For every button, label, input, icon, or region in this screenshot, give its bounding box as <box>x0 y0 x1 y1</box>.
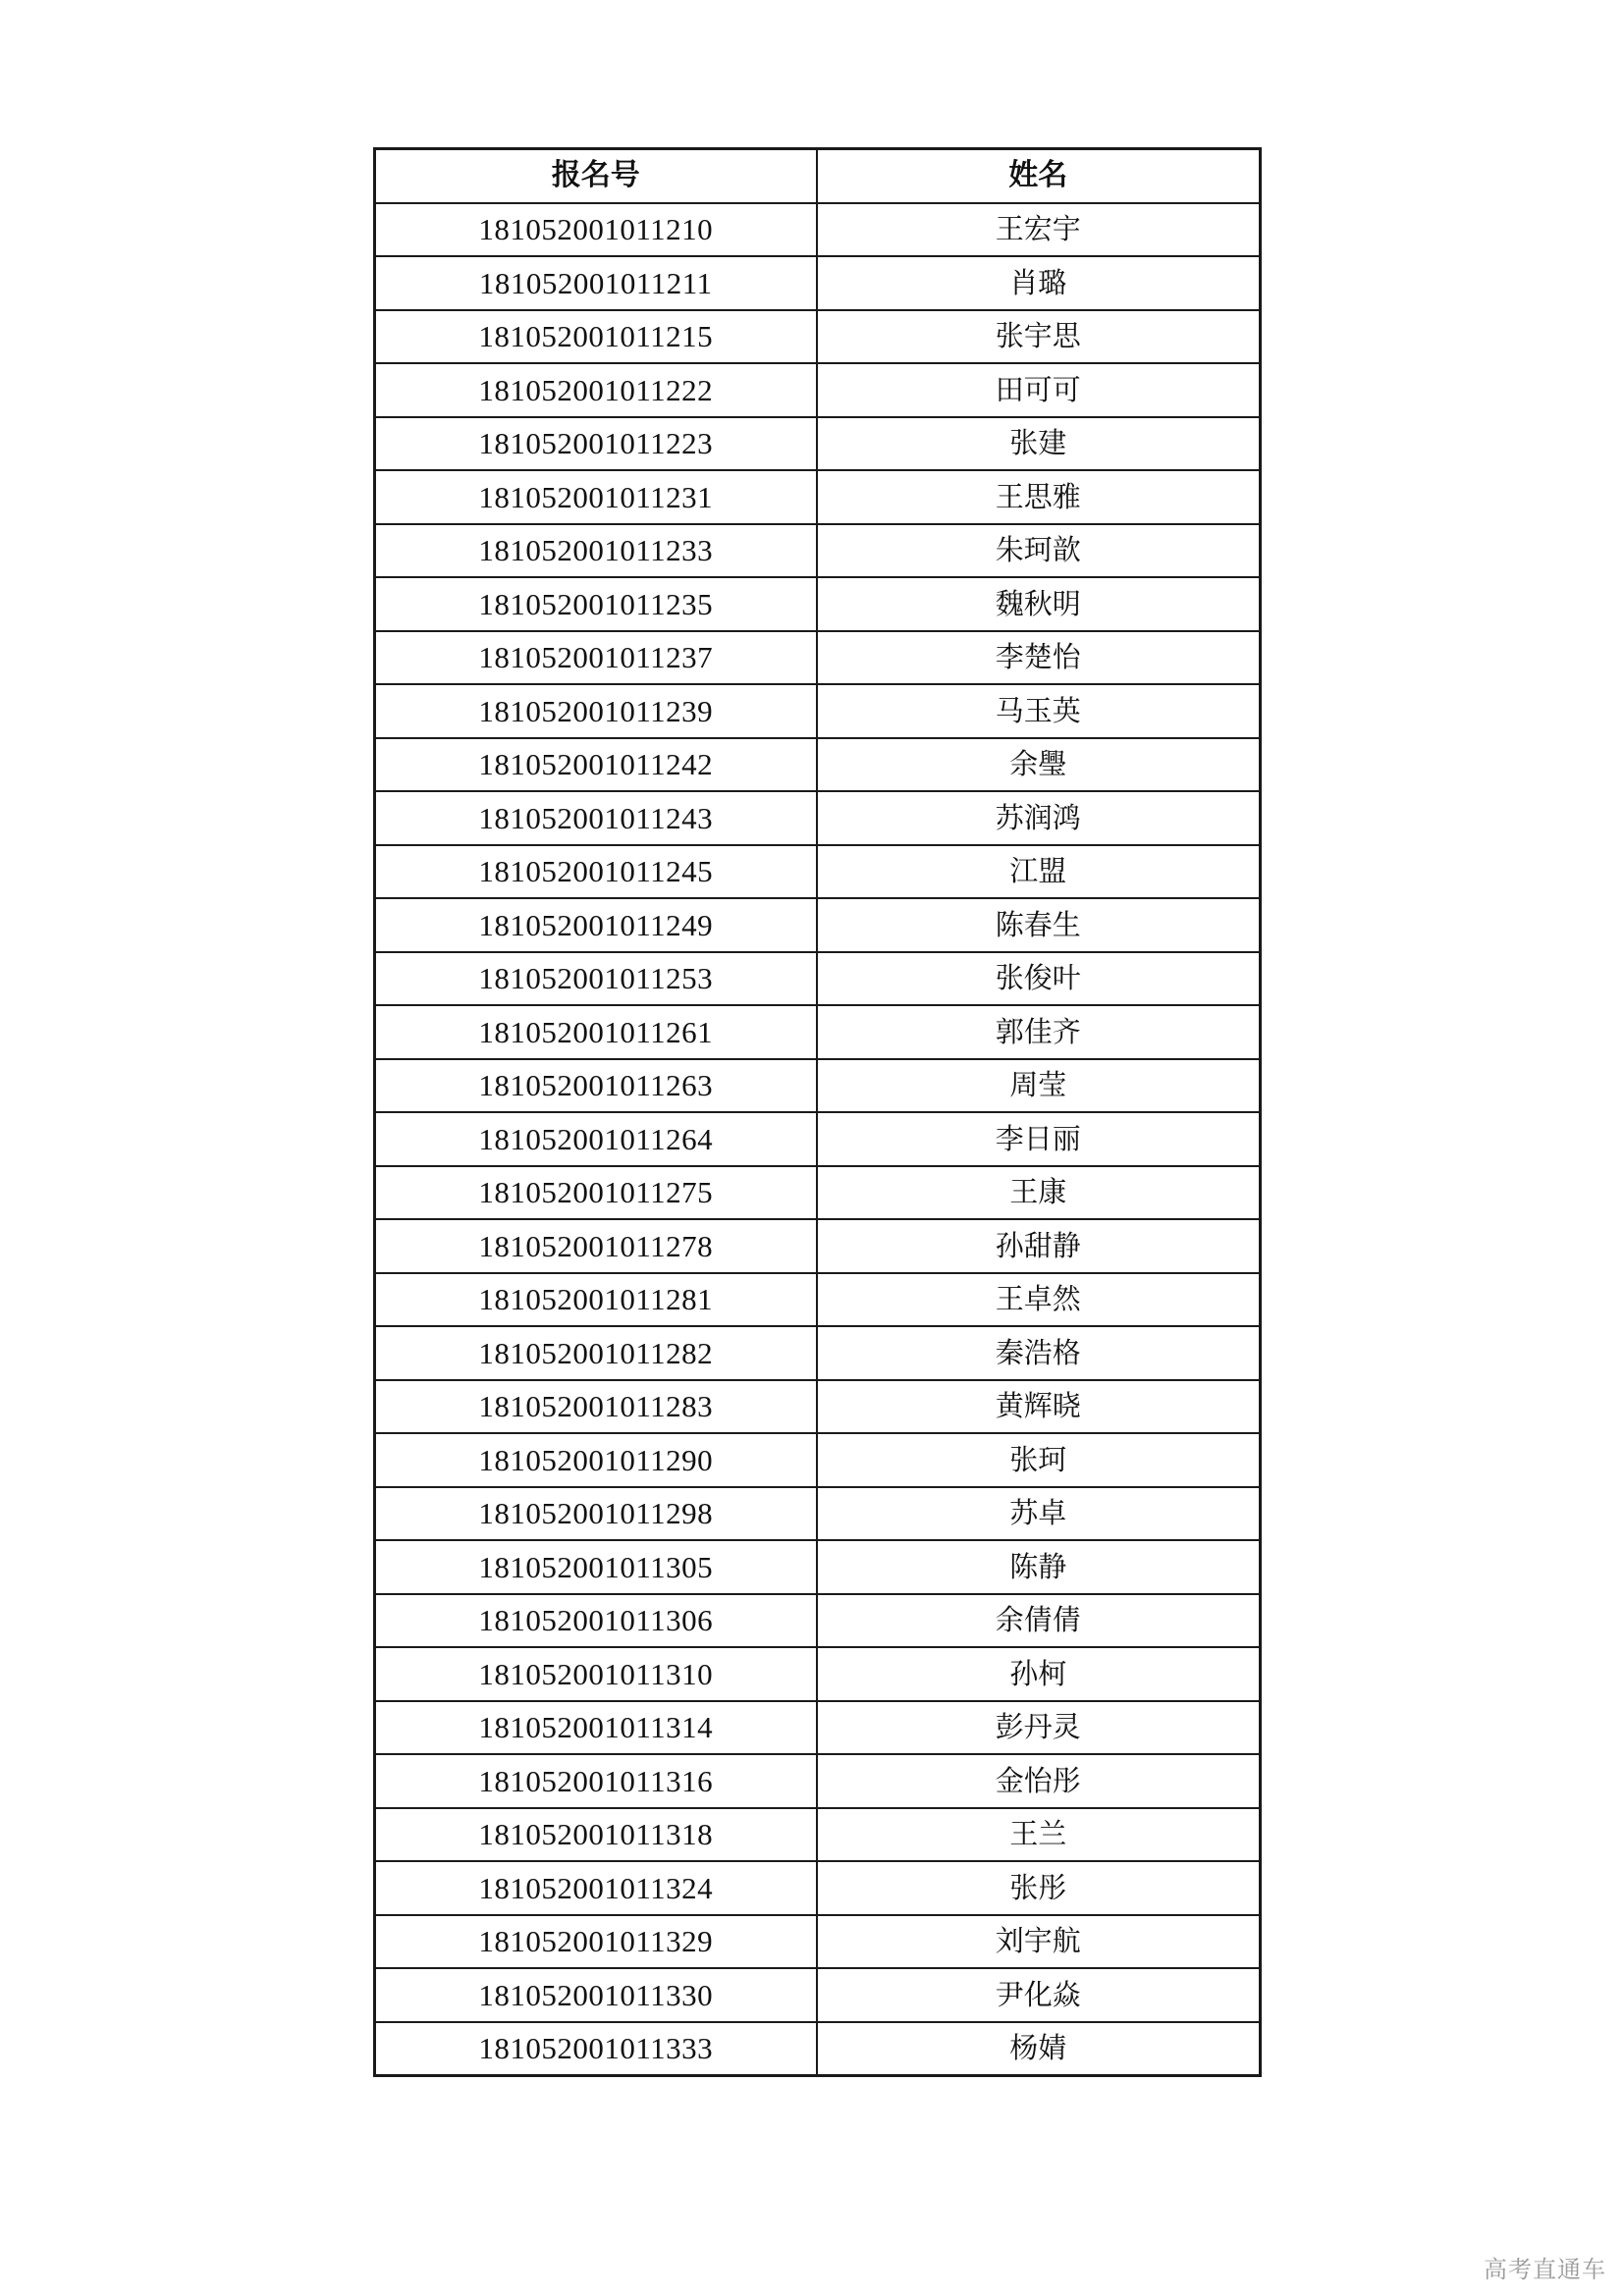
name-cell: 田可可 <box>817 363 1261 417</box>
table-row <box>375 1166 1261 1220</box>
registration-number-cell: 181052001011239 <box>375 684 817 738</box>
registration-number-cell: 181052001011223 <box>375 417 817 471</box>
registration-number-cell: 181052001011233 <box>375 524 817 578</box>
registration-number-cell: 181052001011245 <box>375 845 817 899</box>
registration-number-cell: 181052001011310 <box>375 1647 817 1701</box>
registration-number-cell: 181052001011231 <box>375 470 817 524</box>
table-row <box>375 1487 1261 1541</box>
registration-number-cell: 181052001011235 <box>375 577 817 631</box>
registration-number-cell: 181052001011281 <box>375 1273 817 1327</box>
name-cell: 张宇思 <box>817 310 1261 364</box>
name-cell: 王卓然 <box>817 1273 1261 1327</box>
name-cell: 李日丽 <box>817 1112 1261 1166</box>
table-row <box>375 1861 1261 1915</box>
name-cell: 王宏宇 <box>817 203 1261 257</box>
name-cell: 孙柯 <box>817 1647 1261 1701</box>
name-cell: 王兰 <box>817 1808 1261 1862</box>
name-cell: 杨婧 <box>817 2022 1261 2076</box>
registration-number-cell: 181052001011330 <box>375 1968 817 2022</box>
registration-number-cell: 181052001011278 <box>375 1219 817 1273</box>
registration-number-cell: 181052001011329 <box>375 1915 817 1969</box>
registration-number-cell: 181052001011318 <box>375 1808 817 1862</box>
registration-number-cell: 181052001011306 <box>375 1594 817 1648</box>
table-row <box>375 1594 1261 1648</box>
table-row <box>375 1540 1261 1594</box>
name-cell: 周莹 <box>817 1059 1261 1113</box>
name-cell: 郭佳齐 <box>817 1005 1261 1059</box>
name-cell: 刘宇航 <box>817 1915 1261 1969</box>
name-cell: 秦浩格 <box>817 1326 1261 1380</box>
table-row <box>375 1219 1261 1273</box>
table-row <box>375 1380 1261 1434</box>
name-cell: 王康 <box>817 1166 1261 1220</box>
registration-number-cell: 181052001011253 <box>375 952 817 1006</box>
header-registration-number: 报名号 <box>375 149 817 203</box>
name-cell: 张珂 <box>817 1433 1261 1487</box>
table-row <box>375 1005 1261 1059</box>
name-cell: 朱珂歆 <box>817 524 1261 578</box>
table-row <box>375 1701 1261 1755</box>
table-row <box>375 524 1261 578</box>
name-cell: 尹化焱 <box>817 1968 1261 2022</box>
registration-number-cell: 181052001011210 <box>375 203 817 257</box>
registration-number-cell: 181052001011290 <box>375 1433 817 1487</box>
table-row <box>375 1059 1261 1113</box>
table-row <box>375 1647 1261 1701</box>
registration-number-cell: 181052001011283 <box>375 1380 817 1434</box>
table-row <box>375 845 1261 899</box>
registration-number-cell: 181052001011222 <box>375 363 817 417</box>
table-row <box>375 1112 1261 1166</box>
table-body <box>375 203 1261 2076</box>
table-row <box>375 631 1261 685</box>
name-cell: 肖璐 <box>817 256 1261 310</box>
registration-number-cell: 181052001011282 <box>375 1326 817 1380</box>
name-cell: 陈静 <box>817 1540 1261 1594</box>
registration-number-cell: 181052001011298 <box>375 1487 817 1541</box>
table-row <box>375 898 1261 952</box>
table-row <box>375 2022 1261 2076</box>
registration-number-cell: 181052001011333 <box>375 2022 817 2076</box>
name-cell: 余倩倩 <box>817 1594 1261 1648</box>
header-name: 姓名 <box>817 149 1261 203</box>
table-row <box>375 577 1261 631</box>
registration-number-cell: 181052001011314 <box>375 1701 817 1755</box>
registration-number-cell: 181052001011275 <box>375 1166 817 1220</box>
name-cell: 张俊叶 <box>817 952 1261 1006</box>
name-cell: 金怡彤 <box>817 1754 1261 1808</box>
name-cell: 魏秋明 <box>817 577 1261 631</box>
table-row <box>375 1433 1261 1487</box>
table-row <box>375 470 1261 524</box>
registration-number-cell: 181052001011237 <box>375 631 817 685</box>
table-header-row <box>375 149 1261 203</box>
table-row <box>375 256 1261 310</box>
registration-number-cell: 181052001011211 <box>375 256 817 310</box>
table-row <box>375 1808 1261 1862</box>
registration-number-cell: 181052001011215 <box>375 310 817 364</box>
table-row <box>375 684 1261 738</box>
name-cell: 苏润鸿 <box>817 791 1261 845</box>
table-row <box>375 417 1261 471</box>
table-row <box>375 1754 1261 1808</box>
name-cell: 王思雅 <box>817 470 1261 524</box>
registration-number-cell: 181052001011249 <box>375 898 817 952</box>
name-cell: 余璺 <box>817 738 1261 792</box>
name-cell: 张彤 <box>817 1861 1261 1915</box>
registration-number-cell: 181052001011264 <box>375 1112 817 1166</box>
name-cell: 黄辉晓 <box>817 1380 1261 1434</box>
registration-number-cell: 181052001011261 <box>375 1005 817 1059</box>
watermark: 高考直通车 <box>1484 2256 1606 2283</box>
table-row <box>375 1273 1261 1327</box>
name-cell: 苏卓 <box>817 1487 1261 1541</box>
registration-number-cell: 181052001011242 <box>375 738 817 792</box>
table-row <box>375 203 1261 257</box>
table-row <box>375 791 1261 845</box>
registration-number-cell: 181052001011324 <box>375 1861 817 1915</box>
table-row <box>375 738 1261 792</box>
name-cell: 张建 <box>817 417 1261 471</box>
table-row <box>375 363 1261 417</box>
name-cell: 陈春生 <box>817 898 1261 952</box>
table-row <box>375 310 1261 364</box>
registration-number-cell: 181052001011316 <box>375 1754 817 1808</box>
name-cell: 江盟 <box>817 845 1261 899</box>
name-cell: 孙甜静 <box>817 1219 1261 1273</box>
registration-number-cell: 181052001011243 <box>375 791 817 845</box>
registration-number-cell: 181052001011305 <box>375 1540 817 1594</box>
name-cell: 彭丹灵 <box>817 1701 1261 1755</box>
name-cell: 马玉英 <box>817 684 1261 738</box>
registration-number-cell: 181052001011263 <box>375 1059 817 1113</box>
name-cell: 李楚怡 <box>817 631 1261 685</box>
registration-table <box>373 147 1262 2077</box>
table-row <box>375 1915 1261 1969</box>
table-row <box>375 952 1261 1006</box>
table-row <box>375 1326 1261 1380</box>
table-row <box>375 1968 1261 2022</box>
